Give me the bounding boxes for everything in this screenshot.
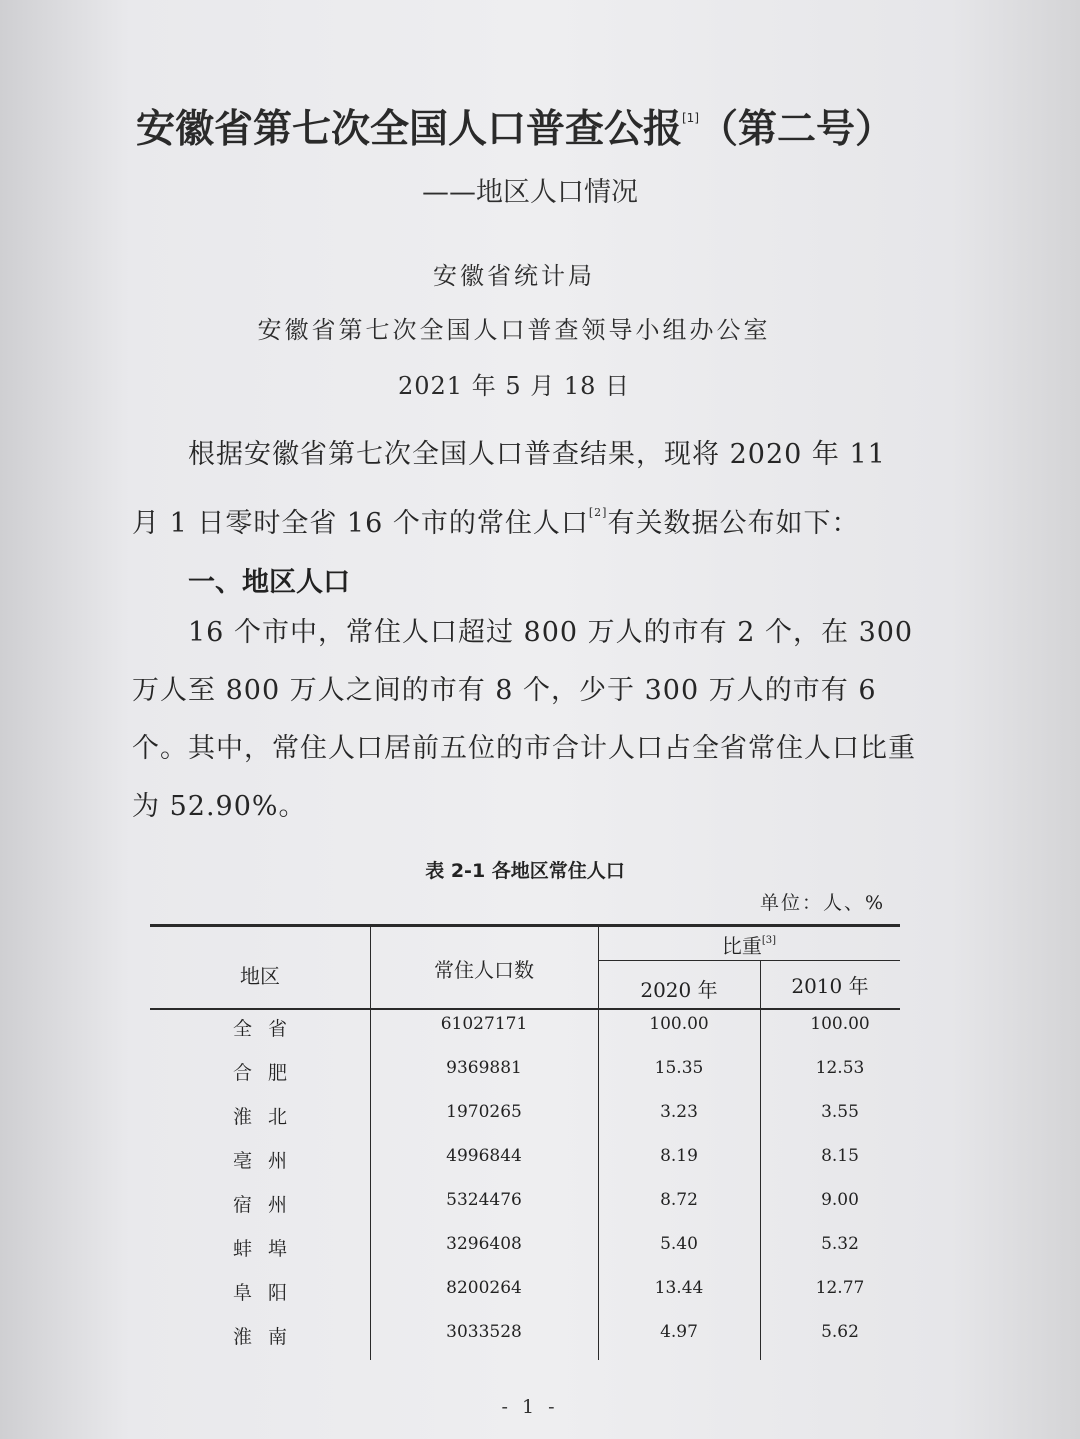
header-share-label: 比重: [721, 934, 762, 958]
cell-region: 全省: [232, 1018, 303, 1040]
cell-population: 3033528: [446, 1322, 522, 1342]
table-title: 表 2-1 各地区常住人口: [425, 860, 625, 882]
issuer-office: 安徽省第七次全国人口普查领导小组办公室: [257, 316, 771, 344]
cell-population: 5324476: [446, 1190, 522, 1210]
cell-share-2010: 12.53: [815, 1058, 865, 1078]
header-region: 地区: [240, 964, 280, 988]
intro-paragraph: [132, 426, 922, 553]
page-subtitle: ——地区人口情况: [422, 177, 638, 208]
table-row: [150, 1014, 900, 1044]
page-title: [0, 98, 1030, 154]
section-paragraph: 16 个市中，常住人口超过 800 万人的市有 2 个，在 300 万人至 800 万人之间的市有 8 个，少于 300 万人的市有 6 个。其中，常住人口居前五位的市合计人口占全省常住人口比重为 52.90%。: [132, 617, 916, 822]
cell-share-2020: 15.35: [654, 1058, 704, 1078]
cell-region: 阜阳: [232, 1282, 303, 1304]
issue-date: 2021 年 5 月 18 日: [397, 372, 631, 400]
population-table: [150, 924, 900, 1364]
header-population: 常住人口数: [434, 958, 534, 982]
cell-share-2010: 12.77: [815, 1278, 865, 1298]
table-row: [150, 1102, 900, 1132]
title-footnote-ref: [1]: [682, 111, 699, 125]
cell-share-2020: 8.19: [660, 1146, 698, 1166]
cell-share-2020: 4.97: [660, 1322, 698, 1342]
cell-population: 9369881: [446, 1058, 522, 1078]
cell-share-2020: 13.44: [654, 1278, 704, 1298]
page-number: - 1 -: [501, 1396, 559, 1418]
table-row: [150, 1146, 900, 1176]
title-text: 安徽省第七次全国人口普查公报: [135, 107, 682, 152]
intro-text: 根据安徽省第七次全国人口普查结果，现将 2020 年 11 月 1 日零时全省 16 个市的常住人口: [132, 439, 886, 539]
cell-share-2020: 5.40: [660, 1234, 698, 1254]
intro-footnote-ref: [2]: [588, 506, 608, 519]
header-year-2010: 2010 年: [791, 974, 869, 998]
table-subheader-rule: [598, 960, 900, 961]
header-share-footnote-ref: [3]: [761, 935, 777, 946]
cell-share-2010: 5.32: [821, 1234, 859, 1254]
table-row: [150, 1058, 900, 1088]
cell-population: 4996844: [446, 1146, 522, 1166]
cell-population: 8200264: [446, 1278, 522, 1298]
section-heading: 一、地区人口: [188, 567, 350, 598]
cell-region: 合肥: [232, 1062, 303, 1084]
cell-share-2010: 9.00: [821, 1190, 859, 1210]
cell-region: 淮南: [232, 1326, 303, 1348]
cell-population: 61027171: [440, 1014, 528, 1034]
table-row: [150, 1190, 900, 1220]
table-unit: 单位：人、%: [760, 892, 886, 914]
title-suffix: （第二号）: [699, 107, 895, 152]
cell-population: 3296408: [446, 1234, 522, 1254]
table-row: [150, 1234, 900, 1264]
cell-share-2010: 3.55: [821, 1102, 859, 1122]
cell-region: 蚌埠: [232, 1238, 303, 1260]
cell-region: 亳州: [232, 1150, 303, 1172]
header-year-2020: 2020 年: [640, 978, 718, 1002]
intro-text-end: 有关数据公布如下：: [607, 508, 860, 539]
cell-region: 淮北: [232, 1106, 303, 1128]
cell-share-2010: 100.00: [810, 1014, 870, 1034]
table-top-rule: [150, 924, 900, 927]
cell-region: 宿州: [232, 1194, 303, 1216]
cell-share-2010: 5.62: [821, 1322, 859, 1342]
table-header-rule: [150, 1008, 900, 1010]
cell-share-2020: 100.00: [649, 1014, 709, 1034]
cell-share-2020: 8.72: [660, 1190, 698, 1210]
header-share: [598, 930, 900, 959]
table-row: [150, 1322, 900, 1352]
issuer-bureau: 安徽省统计局: [433, 262, 595, 290]
table-row: [150, 1278, 900, 1308]
cell-population: 1970265: [446, 1102, 522, 1122]
cell-share-2020: 3.23: [660, 1102, 698, 1122]
cell-share-2010: 8.15: [821, 1146, 859, 1166]
